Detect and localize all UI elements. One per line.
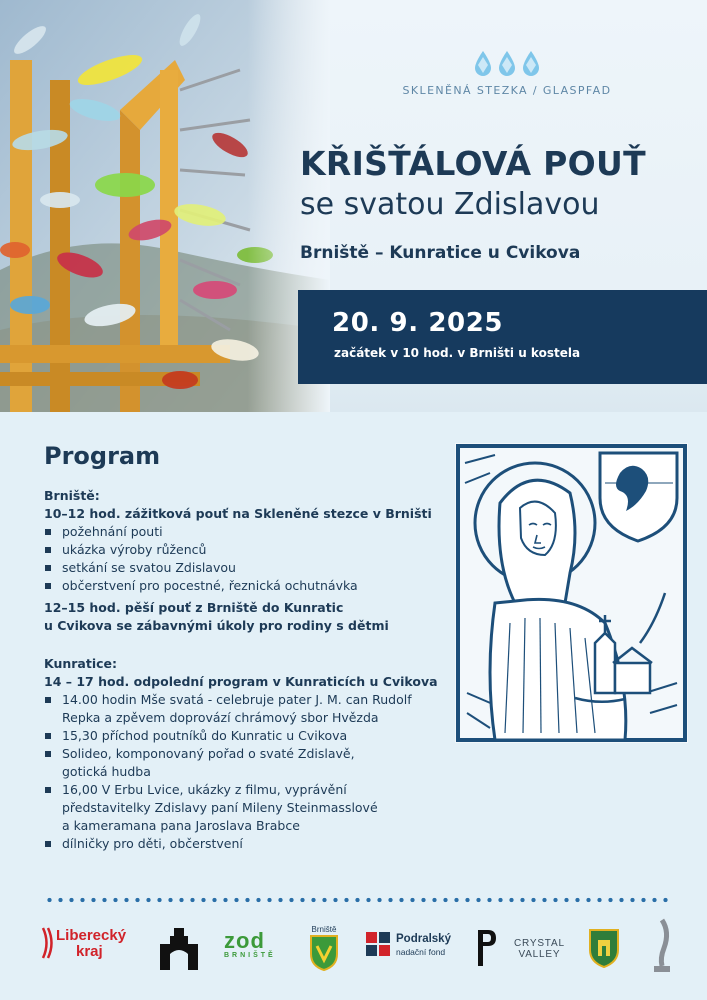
list-item-line: dílničky pro děti, občerstvení	[62, 836, 243, 851]
drop-icon	[521, 50, 541, 78]
list-item	[44, 691, 454, 727]
gate-monument-logo	[156, 926, 202, 970]
program-list	[44, 487, 454, 853]
drop-icon	[497, 50, 517, 78]
list-item: požehnání pouti	[44, 523, 454, 541]
list-item: občerstvení pro pocestné, řeznická ochutnávka	[44, 577, 454, 595]
brniste-items	[44, 523, 454, 595]
event-start: začátek v 10 hod. v Brništi u kostela	[334, 346, 581, 360]
list-item-line: gotická hudba	[62, 764, 151, 779]
list-item	[44, 835, 454, 853]
kraj-text-1: Liberecký	[56, 927, 127, 944]
sponsor-logos	[40, 918, 680, 978]
list-item	[44, 781, 454, 835]
list-item	[44, 745, 454, 781]
glass-trophy-logo	[650, 918, 674, 974]
list-item-line: 16,00 V Erbu Lvice, ukázky z filmu, vyprávění	[62, 782, 347, 797]
drop-icon	[473, 50, 493, 78]
event-subtitle: se svatou Zdislavou	[300, 187, 600, 222]
brniste-block-2-line1: 12–15 hod. pěší pouť z Brniště do Kunratic	[44, 600, 344, 615]
kunratice-block: 14 – 17 hod. odpolední program v Kunraticích u Cvikova	[44, 674, 438, 689]
brand-name: SKLENĚNÁ STEZKA / GLASPFAD	[402, 84, 612, 97]
brniste-block-2-line2: u Cvikova se zábavnými úkoly pro rodiny s dětmi	[44, 618, 389, 633]
event-route: Brniště – Kunratice u Cvikova	[300, 243, 581, 263]
brniste-crest-logo	[308, 922, 340, 972]
saint-zdislava-woodcut	[455, 443, 688, 743]
list-item-line: Repka a zpěvem doprovází chrámový sbor Hvězda	[62, 710, 379, 725]
list-item-line: 15,30 příchod poutníků do Kunratic u Cvikova	[62, 728, 348, 743]
kunratice-heading: Kunratice:	[44, 656, 118, 671]
kunratice-items	[44, 691, 454, 853]
crystal-valley-logo	[514, 938, 565, 960]
list-item-line: představitelky Zdislavy paní Mileny Steinmasslové	[62, 800, 378, 815]
podralsky-icon	[366, 932, 390, 956]
podralsky-text	[396, 933, 486, 959]
podralsky-logo	[366, 932, 451, 960]
list-item	[44, 727, 454, 745]
podralsky-name: Podralský	[396, 933, 451, 945]
crystal-valley-line-2: VALLEY	[518, 949, 561, 960]
municipal-crest-logo	[588, 928, 620, 968]
zod-logo	[224, 928, 276, 959]
list-item: ukázka výroby růženců	[44, 541, 454, 559]
brniste-heading: Brniště:	[44, 488, 100, 503]
event-date: 20. 9. 2025	[332, 308, 504, 338]
list-item-line: Solideo, komponovaný pořad o svaté Zdislavě,	[62, 746, 355, 761]
brniste-crest-label: Brniště	[311, 925, 337, 934]
list-item: setkání se svatou Zdislavou	[44, 559, 454, 577]
glass-sculpture-photo	[0, 0, 330, 412]
crystal-valley-line-1: CRYSTAL	[514, 938, 565, 949]
brand-block	[392, 50, 622, 97]
brand-logo-drops	[392, 50, 622, 78]
brniste-block-1: 10–12 hod. zážitková pouť na Skleněné stezce v Brništi	[44, 506, 432, 521]
list-item-line: 14.00 hodin Mše svatá - celebruje pater J. M. can Rudolf	[62, 692, 412, 707]
p-monogram-logo	[474, 926, 498, 970]
list-item-line: a kameramana pana Jaroslava Brabce	[62, 818, 300, 833]
program-title: Program	[44, 442, 161, 470]
zod-subtitle: BRNIŠTĚ	[224, 952, 276, 959]
zod-text: zod	[224, 928, 265, 953]
hero-banner	[0, 0, 707, 412]
kraj-text-2: kraj	[76, 943, 103, 960]
dotted-separator	[44, 897, 674, 903]
podralsky-subtitle: nadační fond	[396, 947, 446, 957]
date-band	[298, 290, 707, 384]
event-title: KŘIŠŤÁLOVÁ POUŤ	[300, 144, 646, 183]
